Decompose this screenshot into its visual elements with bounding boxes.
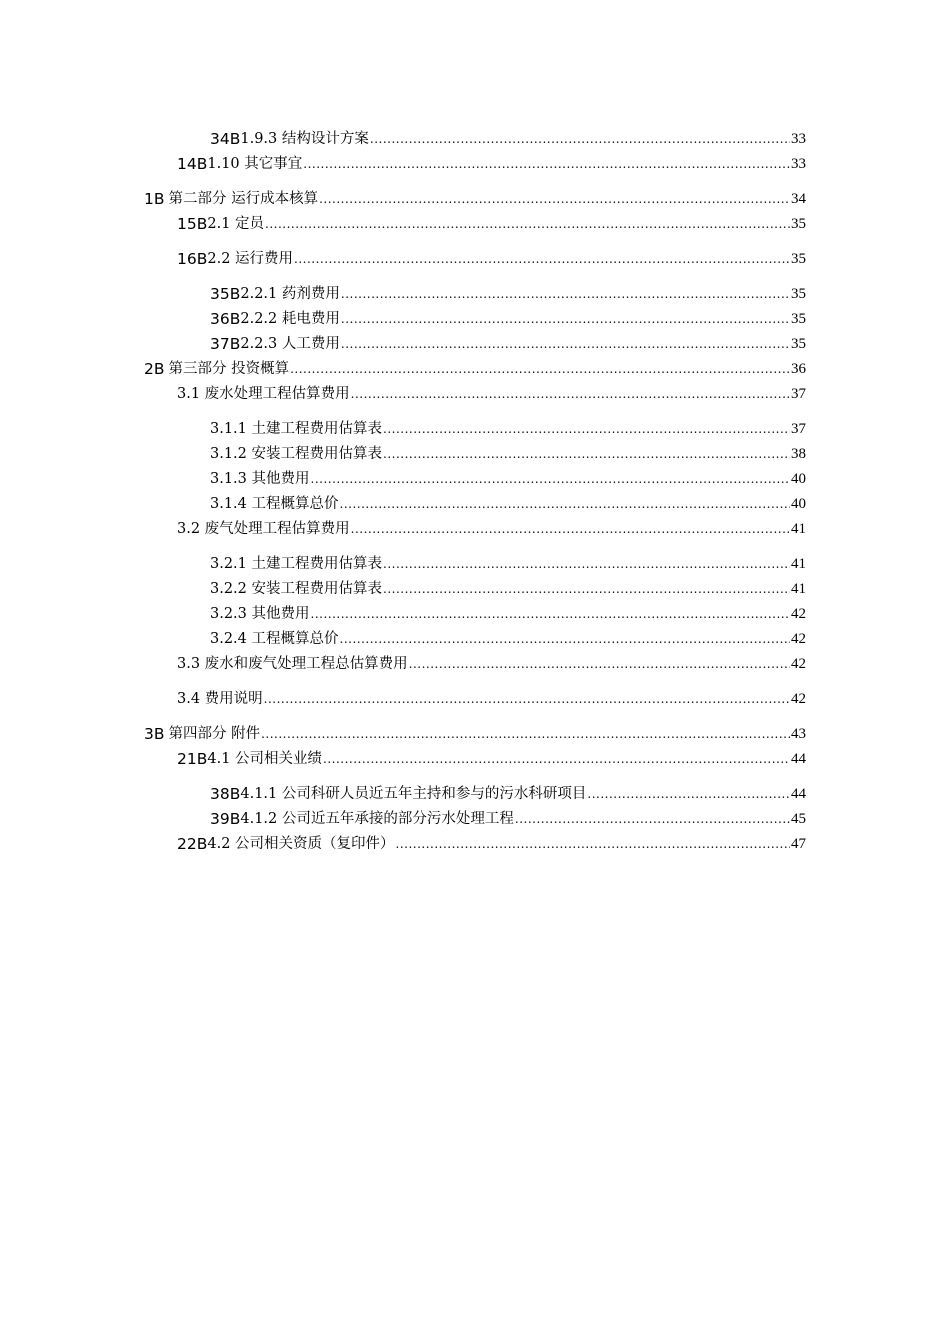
toc-bookmark-id: 15B — [177, 215, 208, 233]
dot-leader — [311, 605, 790, 623]
dot-leader — [294, 250, 790, 268]
toc-entry-title: 3.2.1 土建工程费用估算表 — [210, 556, 383, 572]
toc-page-number: 35 — [791, 336, 806, 352]
toc-page-number: 36 — [791, 361, 806, 377]
toc-entry-title: 2.1 定员 — [207, 216, 265, 232]
toc-entry[interactable] — [177, 831, 806, 853]
dot-leader — [587, 785, 790, 803]
dot-leader — [290, 360, 790, 378]
dot-leader — [409, 655, 790, 673]
toc-entry[interactable] — [210, 441, 806, 463]
toc-entry-title: 3.2.4 工程概算总价 — [210, 631, 339, 647]
toc-entry[interactable] — [210, 551, 806, 573]
toc-entry-title: 3.2 废气处理工程估算费用 — [177, 521, 350, 537]
toc-bookmark-id: 16B — [177, 250, 208, 268]
dot-leader — [383, 555, 790, 573]
toc-entry[interactable] — [177, 746, 806, 768]
toc-entry[interactable] — [210, 626, 806, 648]
toc-entry[interactable] — [210, 416, 806, 438]
toc-page-number: 44 — [791, 786, 806, 802]
toc-entry[interactable] — [210, 306, 806, 328]
toc-entry[interactable] — [210, 806, 806, 828]
dot-leader — [340, 630, 790, 648]
toc-page-number: 35 — [791, 216, 806, 232]
toc-entry[interactable] — [177, 211, 806, 233]
toc-page-number: 38 — [791, 446, 806, 462]
dot-leader — [264, 690, 790, 708]
toc-entry-title: 4.2 公司相关资质（复印件） — [207, 836, 395, 852]
toc-entry[interactable] — [210, 601, 806, 623]
toc-page-number: 35 — [791, 251, 806, 267]
toc-bookmark-id: 21B — [177, 750, 208, 768]
toc-entry-title: 第四部分 附件 — [168, 726, 261, 742]
toc-entry[interactable] — [177, 381, 806, 403]
toc-entry-title: 第三部分 投资概算 — [168, 361, 290, 377]
dot-leader — [351, 385, 790, 403]
dot-leader — [383, 445, 790, 463]
toc-page-number: 42 — [791, 656, 806, 672]
dot-leader — [311, 470, 790, 488]
dot-leader — [261, 725, 790, 743]
toc-page-number: 40 — [791, 471, 806, 487]
toc-bookmark-id: 3B — [144, 725, 165, 743]
toc-bookmark-id: 2B — [144, 360, 165, 378]
toc-entry[interactable] — [210, 331, 806, 353]
toc-bookmark-id: 1B — [144, 190, 165, 208]
toc-page-number: 45 — [791, 811, 806, 827]
toc-page-number: 35 — [791, 311, 806, 327]
toc-entry[interactable] — [144, 721, 806, 743]
toc-entry-title: 1.10 其它事宜 — [207, 156, 303, 172]
toc-entry-title: 3.1.2 安装工程费用估算表 — [210, 446, 383, 462]
toc-page-number: 40 — [791, 496, 806, 512]
toc-page-number: 47 — [791, 836, 806, 852]
toc-entry-title: 4.1.1 公司科研人员近五年主持和参与的污水科研项目 — [240, 786, 587, 802]
dot-leader — [340, 495, 790, 513]
toc-entry-title: 4.1 公司相关业绩 — [207, 751, 323, 767]
dot-leader — [323, 750, 790, 768]
toc-bookmark-id: 14B — [177, 155, 208, 173]
toc-page-number: 35 — [791, 286, 806, 302]
toc-entry[interactable] — [144, 186, 806, 208]
toc-entry-title: 3.1.1 土建工程费用估算表 — [210, 421, 383, 437]
toc-page-number: 33 — [791, 131, 806, 147]
toc-entry-title: 3.1.3 其他费用 — [210, 471, 310, 487]
toc-page-number: 41 — [791, 556, 806, 572]
toc-entry[interactable] — [210, 126, 806, 148]
toc-entry-title: 2.2.1 药剂费用 — [240, 286, 340, 302]
toc-page-number: 42 — [791, 631, 806, 647]
toc-entry-title: 3.4 费用说明 — [177, 691, 263, 707]
toc-entry[interactable] — [177, 651, 806, 673]
toc-bookmark-id: 39B — [210, 810, 241, 828]
dot-leader — [265, 215, 790, 233]
toc-page-number: 43 — [791, 726, 806, 742]
toc-entry-title: 3.1.4 工程概算总价 — [210, 496, 339, 512]
dot-leader — [383, 420, 790, 438]
dot-leader — [303, 155, 790, 173]
toc-page-number: 41 — [791, 521, 806, 537]
toc-page-number: 44 — [791, 751, 806, 767]
dot-leader — [341, 310, 790, 328]
toc-page-number: 37 — [791, 421, 806, 437]
toc-entry-title: 3.3 废水和废气处理工程总估算费用 — [177, 656, 408, 672]
toc-entry[interactable] — [210, 466, 806, 488]
toc-entry-title: 3.2.3 其他费用 — [210, 606, 310, 622]
toc-entry-title: 2.2 运行费用 — [207, 251, 294, 267]
toc-page-number: 42 — [791, 691, 806, 707]
toc-entry-title: 1.9.3 结构设计方案 — [240, 131, 369, 147]
toc-entry-title: 4.1.2 公司近五年承接的部分污水处理工程 — [240, 811, 514, 827]
toc-entry-title: 第二部分 运行成本核算 — [168, 191, 319, 207]
toc-entry[interactable] — [177, 686, 806, 708]
dot-leader — [341, 285, 790, 303]
toc-bookmark-id: 38B — [210, 785, 241, 803]
toc-entry-title: 2.2.3 人工费用 — [240, 336, 340, 352]
toc-entry[interactable] — [144, 356, 806, 378]
toc-bookmark-id: 22B — [177, 835, 208, 853]
dot-leader — [396, 835, 790, 853]
dot-leader — [319, 190, 790, 208]
toc-page-number: 37 — [791, 386, 806, 402]
toc-entry-title: 3.1 废水处理工程估算费用 — [177, 386, 350, 402]
toc-entry[interactable] — [210, 576, 806, 598]
toc-entry[interactable] — [210, 281, 806, 303]
toc-entry[interactable] — [177, 246, 806, 268]
toc-entry[interactable] — [210, 491, 806, 513]
toc-bookmark-id: 36B — [210, 310, 241, 328]
dot-leader — [341, 335, 790, 353]
toc-bookmark-id: 37B — [210, 335, 241, 353]
dot-leader — [370, 130, 790, 148]
toc-entry[interactable] — [177, 151, 806, 173]
toc-entry[interactable] — [177, 516, 806, 538]
toc-page-number: 33 — [791, 156, 806, 172]
toc-bookmark-id: 34B — [210, 130, 241, 148]
toc-entry[interactable] — [210, 781, 806, 803]
dot-leader — [515, 810, 790, 828]
toc-entry-title: 3.2.2 安装工程费用估算表 — [210, 581, 383, 597]
toc-page-number: 34 — [791, 191, 806, 207]
dot-leader — [383, 580, 790, 598]
toc-entry-title: 2.2.2 耗电费用 — [240, 311, 340, 327]
toc-page-number: 42 — [791, 606, 806, 622]
toc-bookmark-id: 35B — [210, 285, 241, 303]
dot-leader — [351, 520, 790, 538]
toc-page-number: 41 — [791, 581, 806, 597]
